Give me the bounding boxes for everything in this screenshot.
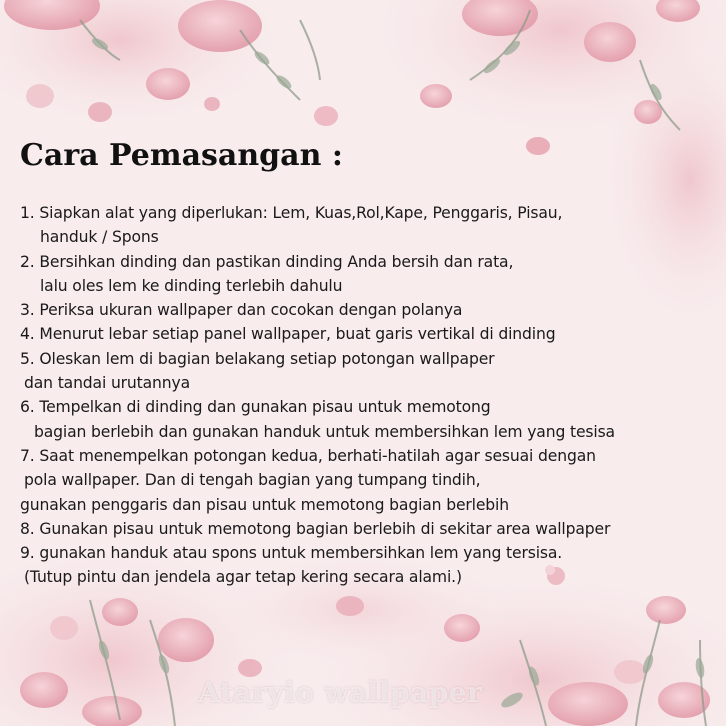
step-1-line-1: 1. Siapkan alat yang diperlukan: Lem, Kuas,Rol,Kape, Penggaris, Pisau, bbox=[20, 204, 563, 222]
step-7-line-1: 7. Saat menempelkan potongan kedua, berhati-hatilah agar sesuai dengan bbox=[20, 446, 596, 465]
step-7-line-3: gunakan penggaris dan pisau untuk memotong bagian berlebih bbox=[20, 495, 509, 514]
step-5-line-1: 5. Oleskan lem di bagian belakang setiap potongan wallpaper bbox=[20, 349, 495, 368]
closing-note: (Tutup pintu dan jendela agar tetap kering secara alami.) bbox=[24, 568, 462, 587]
step-6-line-2: bagian berlebih dan gunakan handuk untuk membersihkan lem yang tesisa bbox=[34, 422, 615, 441]
step-2-line-1: 2. Bersihkan dinding dan pastikan dinding Anda bersih dan rata, bbox=[20, 252, 514, 271]
brand-watermark: Ataryio wallpaper bbox=[198, 676, 483, 709]
step-4: 4. Menurut lebar setiap panel wallpaper, buat garis vertikal di dinding bbox=[20, 325, 556, 344]
step-1-line-2: handuk / Spons bbox=[40, 228, 159, 247]
step-9: 9. gunakan handuk atau spons untuk membersihkan lem yang tersisa. bbox=[20, 544, 563, 563]
step-8: 8. Gunakan pisau untuk memotong bagian berlebih di sekitar area wallpaper bbox=[20, 519, 611, 538]
step-7-line-2: pola wallpaper. Dan di tengah bagian yang tumpang tindih, bbox=[24, 471, 481, 490]
page-title: Cara Pemasangan : bbox=[20, 138, 343, 173]
instruction-list bbox=[20, 201, 615, 590]
step-5-line-2: dan tandai urutannya bbox=[24, 374, 190, 393]
step-3: 3. Periksa ukuran wallpaper dan cocokan dengan polanya bbox=[20, 301, 463, 320]
step-6-line-1: 6. Tempelkan di dinding dan gunakan pisau untuk memotong bbox=[20, 398, 491, 417]
step-2-line-2: lalu oles lem ke dinding terlebih dahulu bbox=[40, 276, 343, 295]
